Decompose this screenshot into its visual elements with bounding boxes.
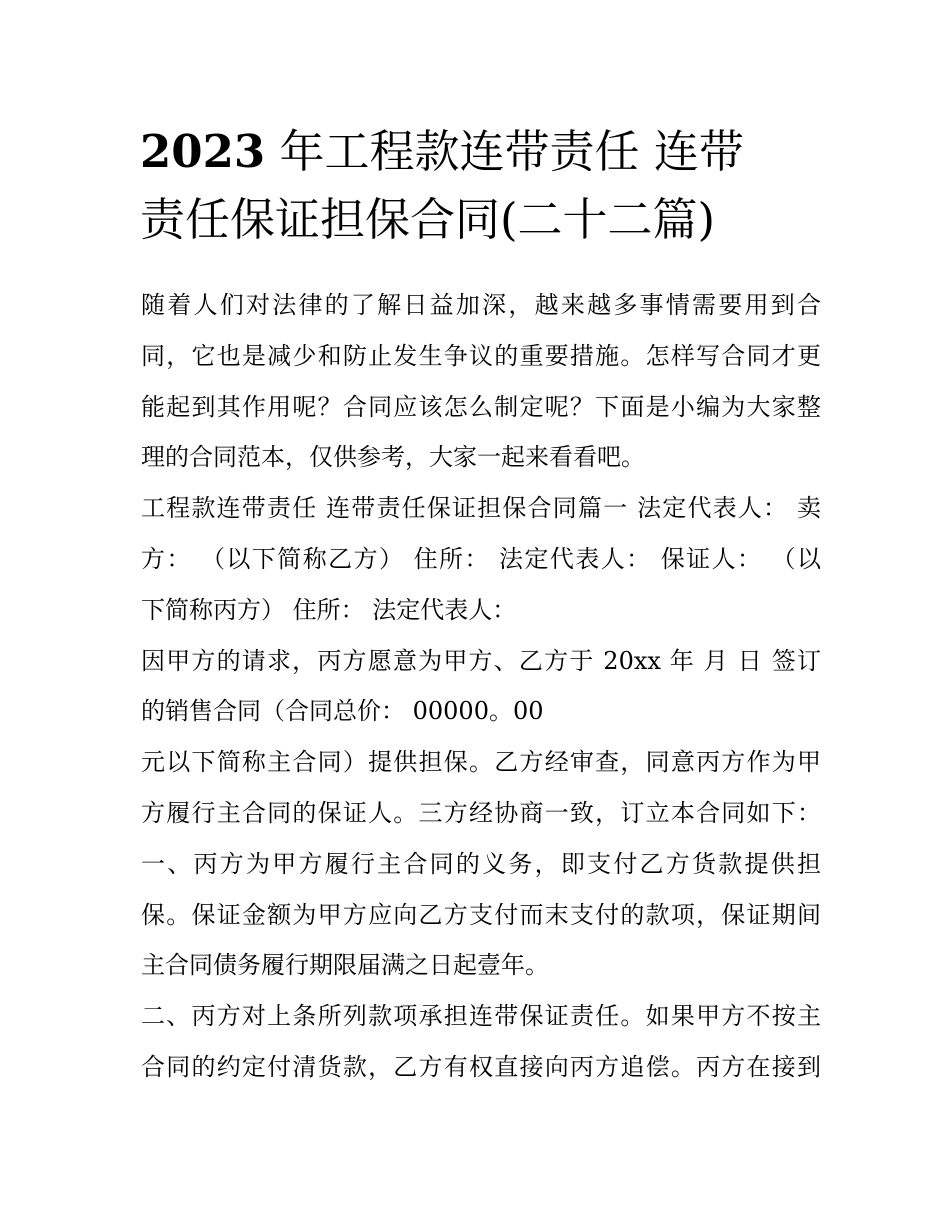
text-line: 的销售合同（合同总价： 00000。00 — [141, 697, 544, 726]
title-line-1-text: 年工程款连带责任 连带 — [265, 125, 744, 178]
document-body — [141, 280, 821, 1093]
text-line: 理的合同范本，仅供参考，大家一起来看看吧。 — [141, 443, 645, 472]
text-line: 元以下简称主合同）提供担保。乙方经审查，同意丙方作为甲 — [141, 748, 821, 777]
text-line: 二、丙方对上条所列款项承担连带保证责任。如果甲方不按主 — [141, 1002, 821, 1031]
text-line: 一、丙方为甲方履行主合同的义务，即支付乙方货款提供担 — [141, 849, 821, 878]
text-line: 同，它也是减少和防止发生争议的重要措施。怎样写合同才更 — [141, 341, 821, 370]
text-line: 能起到其作用呢？合同应该怎么制定呢？下面是小编为大家整 — [141, 392, 821, 421]
document-title — [140, 118, 830, 254]
text-line: 因甲方的请求，丙方愿意为甲方、乙方于 20xx 年 月 日 签订 — [141, 646, 821, 675]
title-line-2: 责任保证担保合同(二十二篇) — [140, 193, 716, 246]
text-line: 工程款连带责任 连带责任保证担保合同篇一 法定代表人： 卖 — [141, 494, 821, 523]
text-line: 随着人们对法律的了解日益加深，越来越多事情需要用到合 — [141, 291, 821, 319]
text-line: 保。保证金额为甲方应向乙方支付而末支付的款项，保证期间 — [141, 900, 821, 929]
text-line: 合同的约定付清货款，乙方有权直接向丙方追偿。丙方在接到 — [141, 1052, 821, 1081]
text-line: 下简称丙方） 住所： 法定代表人： — [141, 595, 517, 624]
text-line: 方： （以下简称乙方） 住所： 法定代表人： 保证人： （以 — [141, 544, 821, 573]
text-line: 主合同债务履行期限届满之日起壹年。 — [141, 951, 549, 980]
title-year: 2023 — [140, 125, 266, 178]
text-line: 方履行主合同的保证人。三方经协商一致，订立本合同如下： — [141, 798, 821, 827]
title-line-1 — [140, 118, 830, 186]
